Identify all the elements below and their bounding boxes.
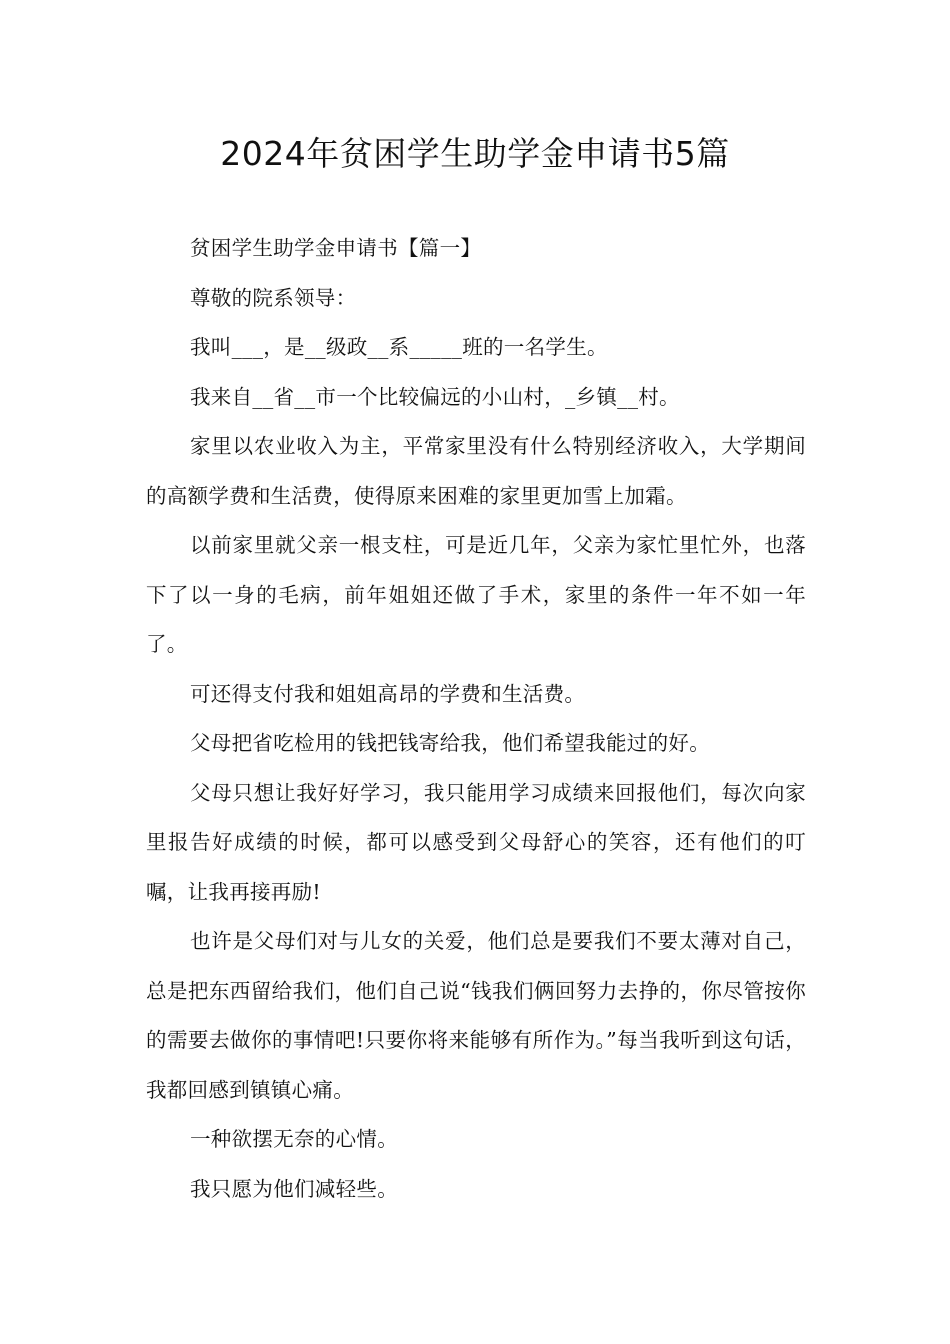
paragraph: 一种欲摆无奈的心情。 bbox=[190, 1127, 398, 1151]
paragraph: 可还得支付我和姐姐高昂的学费和生活费。 bbox=[190, 681, 586, 706]
section-heading: 贫困学生助学金申请书【篇一】 bbox=[190, 236, 482, 260]
paragraph: 父母把省吃检用的钱把钱寄给我，他们希望我能过的好。 bbox=[190, 731, 710, 755]
document-title: 2024年贫困学生助学金申请书5篇 bbox=[220, 134, 730, 173]
paragraph: 父母只想让我好好学习，我只能用学习成绩来回报他们，每次向家里报告好成绩的时候，都可以感受到父母舒心的笑容，还有他们的叮嘱，让我再接再励! bbox=[146, 780, 806, 904]
salutation: 尊敬的院系领导： bbox=[190, 285, 357, 310]
paragraph: 我叫___，是__级政__系_____班的一名学生。 bbox=[190, 335, 608, 359]
paragraph: 我来自__省__市一个比较偏远的小山村，_乡镇__村。 bbox=[190, 384, 680, 409]
document-body bbox=[146, 224, 806, 1214]
paragraph: 我只愿为他们减轻些。 bbox=[190, 1176, 398, 1201]
paragraph: 以前家里就父亲一根支柱，可是近几年，父亲为家忙里忙外，也落下了以一身的毛病，前年姐姐还做了手术，家里的条件一年不如一年了。 bbox=[146, 533, 806, 656]
paragraph: 也许是父母们对与儿女的关爱，他们总是要我们不要太薄对自己，总是把东西留给我们，他们自己说“钱我们俩回努力去挣的，你尽管按你的需要去做你的事情吧!只要你将来能够有所作为。”每当我听到这句话，我都回感到镇镇心痛。 bbox=[146, 929, 806, 1102]
paragraph: 家里以农业收入为主，平常家里没有什么特别经济收入，大学期间的高额学费和生活费，使得原来困难的家里更加雪上加霜。 bbox=[146, 434, 806, 508]
